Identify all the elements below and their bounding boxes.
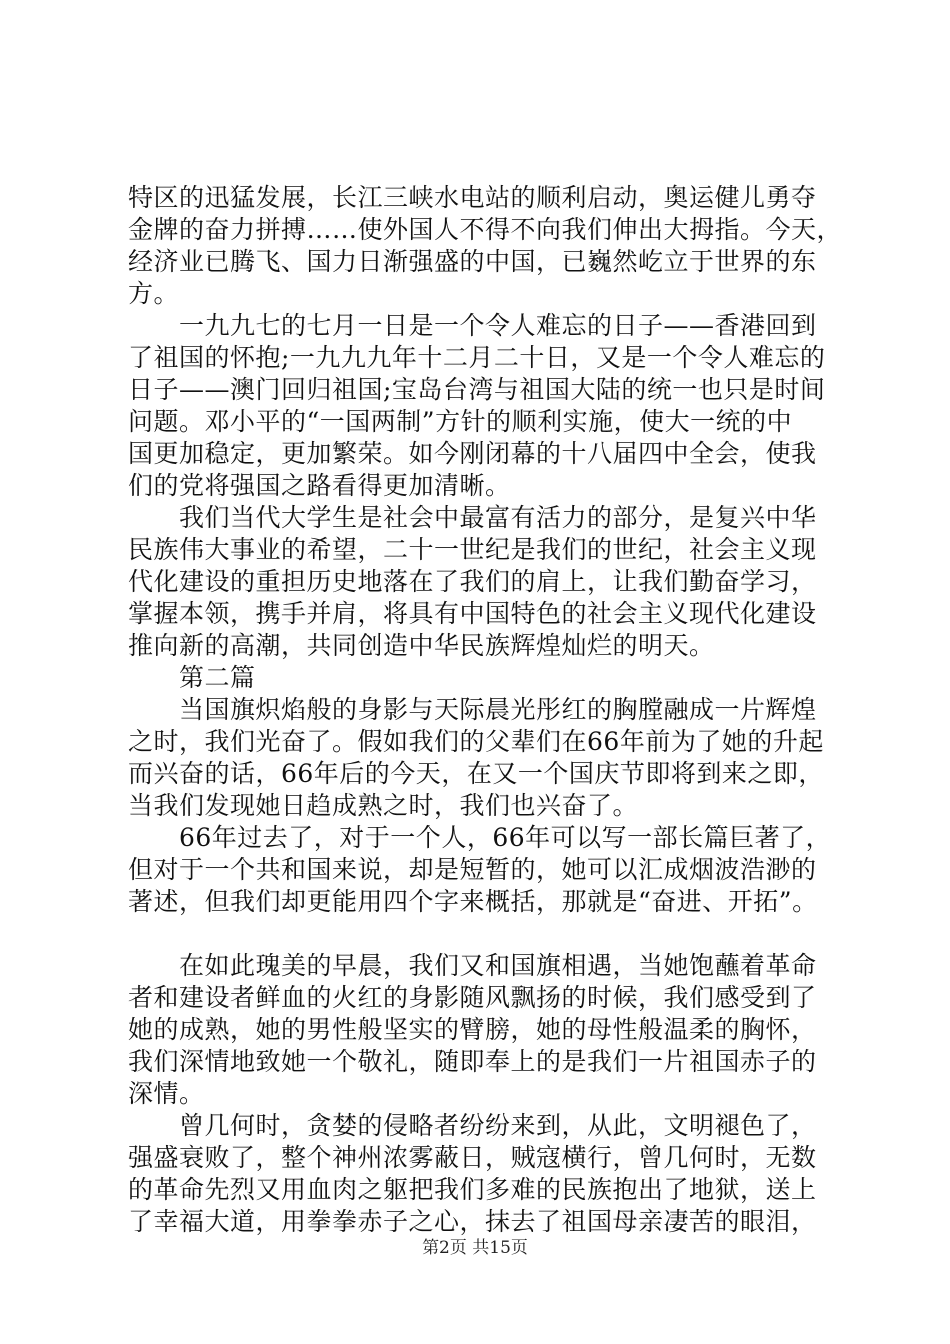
page-footer: 第2页 共15页 [422, 1238, 528, 1258]
text-line: 经济业已腾飞、国力日渐强盛的中国，已巍然屹立于世界的东 [128, 247, 817, 276]
text-line: 们的党将强国之路看得更加清晰。 [128, 471, 511, 500]
text-line: 强盛衰败了，整个神州浓雾蔽日，贼寇横行，曾几何时，无数 [128, 1143, 817, 1172]
text-line: 而兴奋的话，66年后的今天，在又一个国庆节即将到来之即， [128, 759, 824, 788]
text-line: 民族伟大事业的希望，二十一世纪是我们的世纪，社会主义现 [128, 535, 817, 564]
text-line: 国更加稳定，更加繁荣。如今刚闭幕的十八届四中全会，使我 [128, 439, 817, 468]
text-line: 了幸福大道，用拳拳赤子之心，抹去了祖国母亲凄苦的眼泪， [128, 1207, 817, 1236]
text-line: 在如此瑰美的早晨，我们又和国旗相遇，当她饱蘸着革命 [128, 951, 817, 980]
text-line: 我们当代大学生是社会中最富有活力的部分，是复兴中华 [128, 503, 817, 532]
text-line: 我们深情地致她一个敬礼，随即奉上的是我们一片祖国赤子的 [128, 1047, 817, 1076]
text-line: 深情。 [128, 1079, 205, 1108]
text-line: 曾几何时，贪婪的侵略者纷纷来到，从此，文明褪色了， [128, 1111, 817, 1140]
text-line: 方。 [128, 279, 180, 308]
text-line: 推向新的高潮，共同创造中华民族辉煌灿烂的明天。 [128, 631, 715, 660]
text-line: 代化建设的重担历史地落在了我们的肩上，让我们勤奋学习， [128, 567, 817, 596]
text-line: 了祖国的怀抱;一九九九年十二月二十日，又是一个令人难忘的 [128, 343, 826, 372]
text-line: 当国旗炽焰般的身影与天际晨光彤红的胸膛融成一片辉煌 [128, 695, 817, 724]
text-line: 著述，但我们却更能用四个字来概括，那就是“奋进、开拓”。 [128, 887, 818, 916]
text-line: 第二篇 [128, 663, 256, 692]
text-line: 一九九七的七月一日是一个令人难忘的日子——香港回到 [128, 311, 817, 340]
text-line: 当我们发现她日趋成熟之时，我们也兴奋了。 [128, 791, 639, 820]
text-line: 问题。邓小平的“一国两制”方针的顺利实施，使大一统的中 [128, 407, 793, 436]
text-line: 掌握本领，携手并肩，将具有中国特色的社会主义现代化建设 [128, 599, 817, 628]
text-line: 66年过去了，对于一个人，66年可以写一部长篇巨著了， [128, 823, 832, 852]
text-line: 者和建设者鲜血的火红的身影随风飘扬的时候，我们感受到了 [128, 983, 817, 1012]
text-line: 日子——澳门回归祖国;宝岛台湾与祖国大陆的统一也只是时间 [128, 375, 826, 404]
text-line: 特区的迅猛发展，长江三峡水电站的顺利启动，奥运健儿勇夺 [128, 183, 817, 212]
text-line: 之时，我们光奋了。假如我们的父辈们在66年前为了她的升起 [128, 727, 824, 756]
text-line: 但对于一个共和国来说，却是短暂的，她可以汇成烟波浩渺的 [128, 855, 817, 884]
text-line: 她的成熟，她的男性般坚实的臂膀，她的母性般温柔的胸怀， [128, 1015, 817, 1044]
text-line: 的革命先烈又用血肉之躯把我们多难的民族抱出了地狱，送上 [128, 1175, 817, 1204]
text-line: 金牌的奋力拼搏……使外国人不得不向我们伸出大拇指。今天， [128, 215, 843, 244]
